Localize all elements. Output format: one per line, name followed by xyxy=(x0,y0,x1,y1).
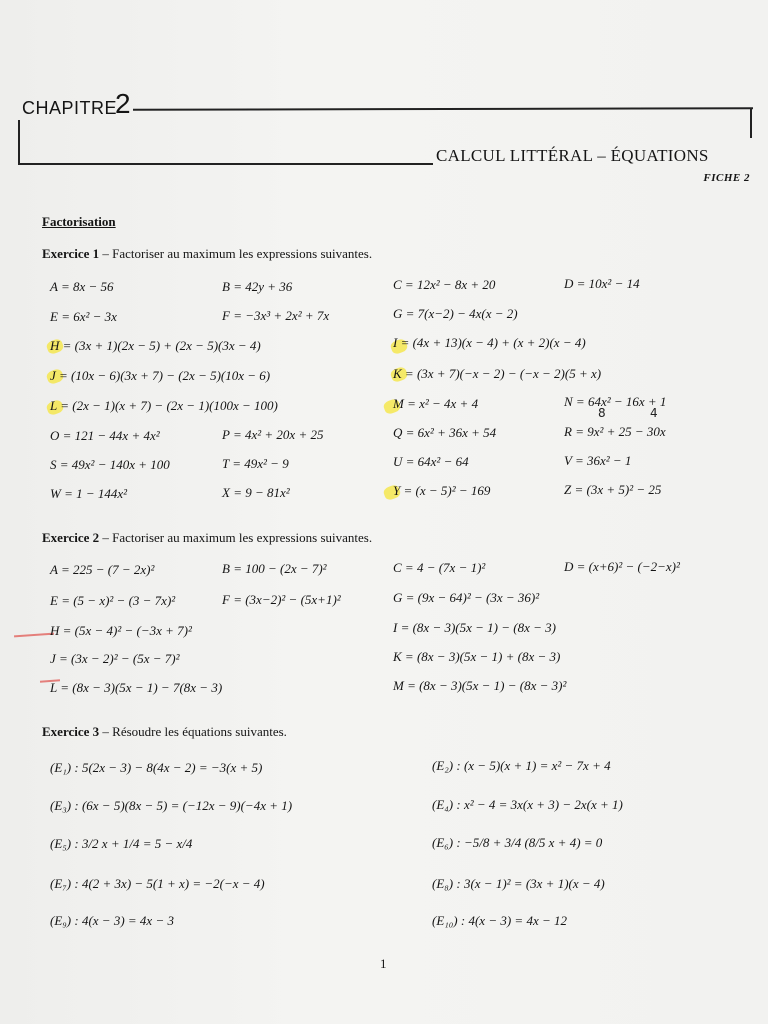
equation-e3: (E₃) : (6x − 5)(8x − 5) = (−12x − 9)(−4x + 1) xyxy=(50,798,293,813)
expr-b: B = 42y + 36 xyxy=(222,279,293,294)
expr-d: D = 10x² − 14 xyxy=(564,276,640,291)
equation-e5: (E₅) : 3/2 x + 1/4 = 5 − x/4 xyxy=(50,836,193,851)
expr2-a: A = 225 − (7 − 2x)² xyxy=(50,562,155,577)
fiche-label: FICHE 2 xyxy=(703,172,750,184)
expr-f: F = −3x³ + 2x² + 7x xyxy=(222,308,330,323)
expr2-j: J = (3x − 2)² − (5x − 7)² xyxy=(50,651,180,666)
expr2-g: G = (9x − 64)² − (3x − 36)² xyxy=(393,590,540,605)
equation-e9: (E₉) : 4(x − 3) = 4x − 3 xyxy=(50,913,174,928)
expr-a: A = 8x − 56 xyxy=(50,279,114,294)
section-title: Factorisation xyxy=(42,214,116,229)
pen-mark xyxy=(14,633,54,638)
equation-e4: (E₄) : x² − 4 = 3x(x + 3) − 2x(x + 1) xyxy=(432,797,623,812)
expr2-k: K = (8x − 3)(5x − 1) + (8x − 3) xyxy=(393,649,561,664)
equation-e1: (E₁) : 5(2x − 3) − 8(4x − 2) = −3(x + 5) xyxy=(50,760,263,775)
exercise-3-instruction: – Résoudre les équations suivantes. xyxy=(99,724,287,739)
expr-x: X = 9 − 81x² xyxy=(222,485,290,500)
exercise-2-title xyxy=(42,530,372,546)
expr-p: P = 4x² + 20x + 25 xyxy=(222,427,324,442)
header-rule-bottom xyxy=(18,163,433,165)
expr2-i: I = (8x − 3)(5x − 1) − (8x − 3) xyxy=(393,620,556,635)
equation-e7: (E₇) : 4(2 + 3x) − 5(1 + x) = −2(−x − 4) xyxy=(50,876,265,891)
header-rule-left xyxy=(18,120,20,164)
expr-n: N = 64x² − 16x + 1 xyxy=(564,394,667,409)
equation-e10: (E₁₀) : 4(x − 3) = 4x − 12 xyxy=(432,913,567,928)
chapter-label: CHAPITRE xyxy=(22,98,118,118)
expr-h: H = (3x + 1)(2x − 5) + (2x − 5)(3x − 4) xyxy=(50,338,261,353)
expr2-h: H = (5x − 4)² − (−3x + 7)² xyxy=(50,623,192,638)
expr-q: Q = 6x² + 36x + 54 xyxy=(393,425,497,440)
handwritten-note: 4 xyxy=(650,406,658,420)
equation-e2: (E₂) : (x − 5)(x + 1) = x² − 7x + 4 xyxy=(432,758,611,773)
expr-r: R = 9x² + 25 − 30x xyxy=(564,424,666,439)
expr-l: L = (2x − 1)(x + 7) − (2x − 1)(100x − 100) xyxy=(50,398,278,413)
expr2-l: L = (8x − 3)(5x − 1) − 7(8x − 3) xyxy=(50,680,223,695)
expr2-e: E = (5 − x)² − (3 − 7x)² xyxy=(50,593,176,608)
chapter-number: 2 xyxy=(115,88,131,119)
exercise-1-instruction: – Factoriser au maximum les expressions suivantes. xyxy=(99,246,373,261)
expr-u: U = 64x² − 64 xyxy=(393,454,469,469)
header-rule-right xyxy=(750,108,752,138)
exercise-1-label: Exercice 1 xyxy=(42,246,100,261)
expr-t: T = 49x² − 9 xyxy=(222,456,289,471)
expr2-f: F = (3x−2)² − (5x+1)² xyxy=(222,592,341,607)
expr-i: I = (4x + 13)(x − 4) + (x + 2)(x − 4) xyxy=(393,335,586,350)
expr-g: G = 7(x−2) − 4x(x − 2) xyxy=(393,306,518,321)
header-rule-top xyxy=(133,107,753,111)
chapter-title: CALCUL LITTÉRAL – ÉQUATIONS xyxy=(436,146,709,165)
expr-e: E = 6x² − 3x xyxy=(50,309,117,324)
exercise-2-label: Exercice 2 xyxy=(42,530,100,545)
equation-e8: (E₈) : 3(x − 1)² = (3x + 1)(x − 4) xyxy=(432,876,605,891)
expr-j: J = (10x − 6)(3x + 7) − (2x − 5)(10x − 6) xyxy=(50,368,271,383)
exercise-3-label: Exercice 3 xyxy=(42,724,100,739)
expr-v: V = 36x² − 1 xyxy=(564,453,632,468)
handwritten-note: 8 xyxy=(598,406,606,420)
expr2-d: D = (x+6)² − (−2−x)² xyxy=(564,559,680,574)
exercise-2-instruction: – Factoriser au maximum les expressions suivantes. xyxy=(99,530,373,545)
equation-e6: (E₆) : −5/8 + 3/4 (8/5 x + 4) = 0 xyxy=(432,835,603,850)
expr-s: S = 49x² − 140x + 100 xyxy=(50,457,170,472)
expr2-c: C = 4 − (7x − 1)² xyxy=(393,560,486,575)
expr-y: Y = (x − 5)² − 169 xyxy=(393,483,491,498)
expr2-m: M = (8x − 3)(5x − 1) − (8x − 3)² xyxy=(393,678,567,693)
expr-m: M = x² − 4x + 4 xyxy=(393,396,479,411)
expr-c: C = 12x² − 8x + 20 xyxy=(393,277,496,292)
expr-z: Z = (3x + 5)² − 25 xyxy=(564,482,662,497)
page-number: 1 xyxy=(380,956,387,971)
expr2-b: B = 100 − (2x − 7)² xyxy=(222,561,327,576)
expr-o: O = 121 − 44x + 4x² xyxy=(50,428,160,443)
expr-k: K = (3x + 7)(−x − 2) − (−x − 2)(5 + x) xyxy=(393,366,602,381)
exercise-3-title xyxy=(42,724,287,740)
exercise-1-title xyxy=(42,246,372,262)
expr-w: W = 1 − 144x² xyxy=(50,486,128,501)
